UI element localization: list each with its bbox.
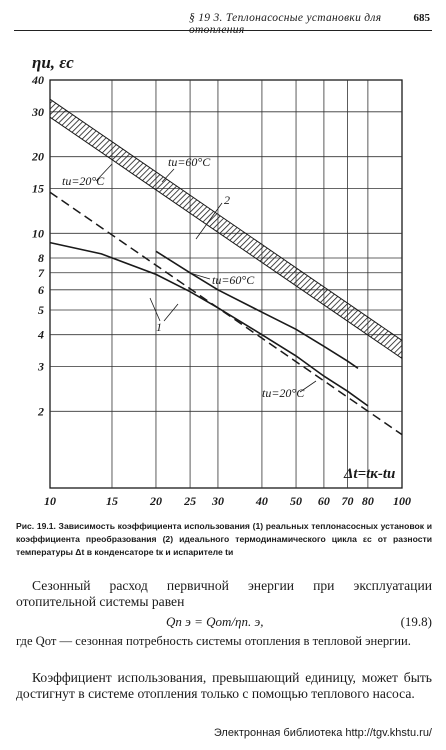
y-tick-label: 6 (38, 282, 44, 297)
x-tick-label: 30 (211, 494, 224, 508)
page-number: 685 (413, 12, 430, 24)
curve-1-leader-a (150, 298, 160, 321)
x-tick-label: 100 (393, 494, 411, 508)
x-tick-label: 40 (255, 494, 268, 508)
x-tick-label: 60 (317, 494, 330, 508)
y-tick-label: 20 (32, 149, 44, 164)
y-tick-label: 5 (38, 302, 44, 317)
running-head: § 19 3. Теплонасосные установки для отопления (189, 12, 382, 36)
x-axis-label: Δt=tк-tи (344, 466, 396, 482)
paragraph-3: Коэффициент использования, превышающий единицу, может быть достигнут в системе отопления только с помощью теплового насоса. (16, 670, 432, 701)
figure-caption: Рис. 19.1. Зависимость коэффициента использования (1) реальных теплонасосных установок и коэффициента преобразования (2) идеального термодинамического цикла εc от разности температуры Δt в конденсаторе tк и испарителе tи (16, 521, 432, 557)
x-tick-label: 50 (290, 494, 303, 508)
equation: Qп э = Qот/ηп. э, (166, 614, 264, 629)
y-tick-label: 3 (38, 359, 44, 374)
t-60-top-annotation: tи=60°C (168, 155, 211, 169)
chart-labels (32, 53, 395, 482)
y-tick-label: 30 (32, 104, 44, 119)
y-tick-label: 8 (38, 251, 44, 266)
curve-1-label: 1 (156, 320, 162, 334)
page-header (14, 8, 432, 36)
x-tick-label: 10 (44, 494, 56, 508)
x-tick-label: 20 (149, 494, 162, 508)
paragraph-2: где Qот — сезонная потребность системы отопления в тепловой энергии. (16, 634, 411, 648)
curve-2-label: 2 (224, 193, 230, 207)
y-tick-label: 15 (32, 181, 44, 196)
t-60-mid-annotation: tи=60°C (212, 273, 255, 287)
x-tick-label: 70 (341, 494, 354, 508)
x-tick-label: 80 (361, 494, 374, 508)
y-tick-label: 40 (32, 73, 44, 87)
library-footer: Электронная библиотека http://tgv.khstu.ru/ (213, 727, 432, 739)
curve-1-leader-b (164, 304, 178, 321)
chart-series (50, 99, 402, 434)
y-tick-label: 4 (38, 327, 44, 342)
x-tick-label: 15 (105, 494, 118, 508)
y-tick-label: 10 (32, 226, 44, 241)
series-1-t20-curve (50, 243, 368, 406)
y-axis-label: ηи, εc (32, 53, 74, 72)
x-tick-label: 25 (184, 494, 197, 508)
t-20-bottom-annotation: tи=20°C (262, 386, 305, 400)
paragraph-1: Сезонный расход первичной энергии при эксплуатации отопительной системы равен (16, 578, 432, 609)
chart (0, 34, 446, 514)
equation-row (16, 614, 432, 632)
equation-number: (19.8) (400, 614, 432, 629)
t-20-top-annotation: tи=20°C (62, 174, 105, 188)
y-tick-label: 7 (38, 265, 44, 280)
y-tick-label: 2 (38, 404, 44, 419)
